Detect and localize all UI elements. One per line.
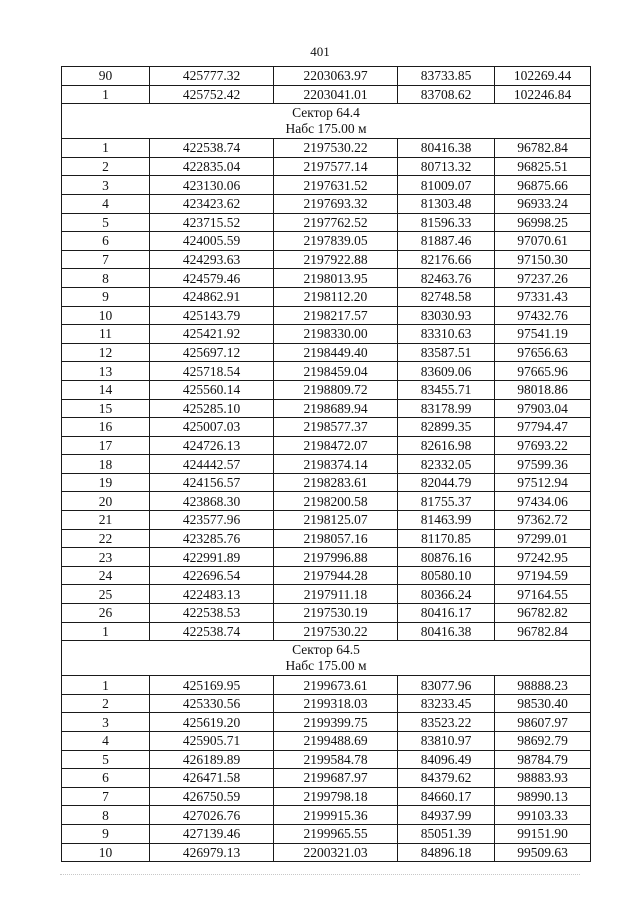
- y-coordinate-cell: 2197530.19: [274, 604, 398, 623]
- local-y-cell: 98883.93: [495, 769, 591, 788]
- x-coordinate-cell: 424293.63: [150, 250, 274, 269]
- table-row: [62, 418, 591, 437]
- table-row: [62, 566, 591, 585]
- local-x-cell: 83587.51: [398, 343, 495, 362]
- sector-title: Сектор 64.5: [292, 642, 360, 658]
- y-coordinate-cell: 2199687.97: [274, 769, 398, 788]
- table-row: [62, 362, 591, 381]
- local-y-cell: 96782.82: [495, 604, 591, 623]
- local-x-cell: 84937.99: [398, 806, 495, 825]
- point-number-cell: 3: [62, 713, 150, 732]
- bottom-rule: [60, 874, 580, 875]
- local-y-cell: 97432.76: [495, 306, 591, 325]
- point-number-cell: 22: [62, 529, 150, 548]
- y-coordinate-cell: 2199488.69: [274, 732, 398, 751]
- y-coordinate-cell: 2197530.22: [274, 622, 398, 641]
- table-row: [62, 343, 591, 362]
- point-number-cell: 3: [62, 176, 150, 195]
- table-row: [62, 492, 591, 511]
- local-x-cell: 83178.99: [398, 399, 495, 418]
- x-coordinate-cell: 424156.57: [150, 473, 274, 492]
- table-row: [62, 713, 591, 732]
- point-number-cell: 12: [62, 343, 150, 362]
- y-coordinate-cell: 2198809.72: [274, 380, 398, 399]
- x-coordinate-cell: 425169.95: [150, 676, 274, 695]
- x-coordinate-cell: 427026.76: [150, 806, 274, 825]
- point-number-cell: 8: [62, 269, 150, 288]
- local-x-cell: 80416.17: [398, 604, 495, 623]
- y-coordinate-cell: 2200321.03: [274, 843, 398, 862]
- x-coordinate-cell: 422538.53: [150, 604, 274, 623]
- table-row: [62, 250, 591, 269]
- x-coordinate-cell: 427139.46: [150, 824, 274, 843]
- point-number-cell: 7: [62, 787, 150, 806]
- local-y-cell: 99509.63: [495, 843, 591, 862]
- x-coordinate-cell: 425619.20: [150, 713, 274, 732]
- table-row: [62, 306, 591, 325]
- x-coordinate-cell: 423423.62: [150, 194, 274, 213]
- local-x-cell: 82463.76: [398, 269, 495, 288]
- y-coordinate-cell: 2197944.28: [274, 566, 398, 585]
- point-number-cell: 16: [62, 418, 150, 437]
- point-number-cell: 4: [62, 194, 150, 213]
- local-y-cell: 97070.61: [495, 232, 591, 251]
- x-coordinate-cell: 422483.13: [150, 585, 274, 604]
- table-row: [62, 213, 591, 232]
- point-number-cell: 6: [62, 232, 150, 251]
- table-row: [62, 436, 591, 455]
- local-x-cell: 81887.46: [398, 232, 495, 251]
- point-number-cell: 5: [62, 213, 150, 232]
- y-coordinate-cell: 2197922.88: [274, 250, 398, 269]
- local-x-cell: 82616.98: [398, 436, 495, 455]
- y-coordinate-cell: 2203063.97: [274, 67, 398, 86]
- y-coordinate-cell: 2199673.61: [274, 676, 398, 695]
- table-row: [62, 585, 591, 604]
- local-x-cell: 83733.85: [398, 67, 495, 86]
- table-row: [62, 824, 591, 843]
- x-coordinate-cell: 426189.89: [150, 750, 274, 769]
- y-coordinate-cell: 2198217.57: [274, 306, 398, 325]
- point-number-cell: 18: [62, 455, 150, 474]
- local-y-cell: 96933.24: [495, 194, 591, 213]
- local-y-cell: 97541.19: [495, 325, 591, 344]
- local-x-cell: 83708.62: [398, 85, 495, 104]
- x-coordinate-cell: 422538.74: [150, 139, 274, 158]
- table-row: [62, 694, 591, 713]
- coordinates-table-body: [62, 67, 591, 862]
- local-y-cell: 98530.40: [495, 694, 591, 713]
- x-coordinate-cell: 423577.96: [150, 511, 274, 530]
- x-coordinate-cell: 423715.52: [150, 213, 274, 232]
- local-x-cell: 81463.99: [398, 511, 495, 530]
- x-coordinate-cell: 425905.71: [150, 732, 274, 751]
- table-row: [62, 455, 591, 474]
- local-x-cell: 83030.93: [398, 306, 495, 325]
- local-y-cell: 96825.51: [495, 157, 591, 176]
- x-coordinate-cell: 425777.32: [150, 67, 274, 86]
- x-coordinate-cell: 424442.57: [150, 455, 274, 474]
- y-coordinate-cell: 2197762.52: [274, 213, 398, 232]
- table-row: [62, 676, 591, 695]
- local-y-cell: 102246.84: [495, 85, 591, 104]
- local-x-cell: 81009.07: [398, 176, 495, 195]
- local-y-cell: 96782.84: [495, 622, 591, 641]
- x-coordinate-cell: 426979.13: [150, 843, 274, 862]
- sector-header: [62, 104, 591, 139]
- y-coordinate-cell: 2198577.37: [274, 418, 398, 437]
- y-coordinate-cell: 2199965.55: [274, 824, 398, 843]
- table-row: [62, 548, 591, 567]
- table-row: [62, 232, 591, 251]
- y-coordinate-cell: 2198200.58: [274, 492, 398, 511]
- point-number-cell: 7: [62, 250, 150, 269]
- point-number-cell: 23: [62, 548, 150, 567]
- y-coordinate-cell: 2198013.95: [274, 269, 398, 288]
- local-y-cell: 97362.72: [495, 511, 591, 530]
- local-x-cell: 82332.05: [398, 455, 495, 474]
- y-coordinate-cell: 2197631.52: [274, 176, 398, 195]
- local-y-cell: 97599.36: [495, 455, 591, 474]
- x-coordinate-cell: 425330.56: [150, 694, 274, 713]
- table-row: [62, 176, 591, 195]
- point-number-cell: 90: [62, 67, 150, 86]
- local-x-cell: 83310.63: [398, 325, 495, 344]
- y-coordinate-cell: 2197996.88: [274, 548, 398, 567]
- table-row: [62, 139, 591, 158]
- local-x-cell: 80876.16: [398, 548, 495, 567]
- local-x-cell: 84096.49: [398, 750, 495, 769]
- table-row: [62, 622, 591, 641]
- x-coordinate-cell: 424005.59: [150, 232, 274, 251]
- point-number-cell: 1: [62, 139, 150, 158]
- local-x-cell: 84379.62: [398, 769, 495, 788]
- local-x-cell: 82748.58: [398, 287, 495, 306]
- local-y-cell: 96782.84: [495, 139, 591, 158]
- y-coordinate-cell: 2198283.61: [274, 473, 398, 492]
- x-coordinate-cell: 426471.58: [150, 769, 274, 788]
- point-number-cell: 13: [62, 362, 150, 381]
- local-y-cell: 99151.90: [495, 824, 591, 843]
- table-row: [62, 194, 591, 213]
- x-coordinate-cell: 424579.46: [150, 269, 274, 288]
- x-coordinate-cell: 422991.89: [150, 548, 274, 567]
- local-y-cell: 97150.30: [495, 250, 591, 269]
- point-number-cell: 6: [62, 769, 150, 788]
- point-number-cell: 15: [62, 399, 150, 418]
- local-y-cell: 97194.59: [495, 566, 591, 585]
- local-x-cell: 81303.48: [398, 194, 495, 213]
- sector-header-row: [62, 641, 591, 676]
- local-y-cell: 96875.66: [495, 176, 591, 195]
- y-coordinate-cell: 2197839.05: [274, 232, 398, 251]
- sector-elevation: Набс 175.00 м: [285, 121, 367, 137]
- sector-title: Сектор 64.4: [292, 105, 360, 121]
- table-row: [62, 380, 591, 399]
- sector-elevation: Набс 175.00 м: [285, 658, 367, 674]
- local-x-cell: 83609.06: [398, 362, 495, 381]
- table-row: [62, 85, 591, 104]
- x-coordinate-cell: 425718.54: [150, 362, 274, 381]
- local-y-cell: 102269.44: [495, 67, 591, 86]
- y-coordinate-cell: 2197530.22: [274, 139, 398, 158]
- x-coordinate-cell: 423868.30: [150, 492, 274, 511]
- point-number-cell: 5: [62, 750, 150, 769]
- point-number-cell: 20: [62, 492, 150, 511]
- table-row: [62, 157, 591, 176]
- y-coordinate-cell: 2199798.18: [274, 787, 398, 806]
- point-number-cell: 2: [62, 694, 150, 713]
- local-y-cell: 98990.13: [495, 787, 591, 806]
- x-coordinate-cell: 425007.03: [150, 418, 274, 437]
- table-row: [62, 843, 591, 862]
- local-x-cell: 84896.18: [398, 843, 495, 862]
- point-number-cell: 21: [62, 511, 150, 530]
- point-number-cell: 1: [62, 622, 150, 641]
- point-number-cell: 4: [62, 732, 150, 751]
- table-row: [62, 750, 591, 769]
- table-row: [62, 473, 591, 492]
- local-x-cell: 80713.32: [398, 157, 495, 176]
- y-coordinate-cell: 2203041.01: [274, 85, 398, 104]
- local-y-cell: 97656.63: [495, 343, 591, 362]
- x-coordinate-cell: 424862.91: [150, 287, 274, 306]
- y-coordinate-cell: 2199584.78: [274, 750, 398, 769]
- local-y-cell: 96998.25: [495, 213, 591, 232]
- x-coordinate-cell: 422696.54: [150, 566, 274, 585]
- point-number-cell: 11: [62, 325, 150, 344]
- y-coordinate-cell: 2198449.40: [274, 343, 398, 362]
- local-y-cell: 97903.04: [495, 399, 591, 418]
- x-coordinate-cell: 425560.14: [150, 380, 274, 399]
- local-x-cell: 80416.38: [398, 622, 495, 641]
- local-y-cell: 97299.01: [495, 529, 591, 548]
- local-y-cell: 99103.33: [495, 806, 591, 825]
- point-number-cell: 25: [62, 585, 150, 604]
- x-coordinate-cell: 425143.79: [150, 306, 274, 325]
- local-y-cell: 98888.23: [495, 676, 591, 695]
- point-number-cell: 9: [62, 287, 150, 306]
- table-row: [62, 287, 591, 306]
- local-y-cell: 97242.95: [495, 548, 591, 567]
- x-coordinate-cell: 425421.92: [150, 325, 274, 344]
- local-y-cell: 97665.96: [495, 362, 591, 381]
- x-coordinate-cell: 423130.06: [150, 176, 274, 195]
- local-y-cell: 97331.43: [495, 287, 591, 306]
- table-row: [62, 67, 591, 86]
- table-row: [62, 732, 591, 751]
- y-coordinate-cell: 2199399.75: [274, 713, 398, 732]
- table-row: [62, 604, 591, 623]
- point-number-cell: 10: [62, 843, 150, 862]
- y-coordinate-cell: 2198689.94: [274, 399, 398, 418]
- local-x-cell: 82899.35: [398, 418, 495, 437]
- y-coordinate-cell: 2198112.20: [274, 287, 398, 306]
- y-coordinate-cell: 2198374.14: [274, 455, 398, 474]
- coordinates-table: [61, 66, 591, 862]
- local-y-cell: 98607.97: [495, 713, 591, 732]
- local-y-cell: 98692.79: [495, 732, 591, 751]
- y-coordinate-cell: 2199915.36: [274, 806, 398, 825]
- y-coordinate-cell: 2198125.07: [274, 511, 398, 530]
- y-coordinate-cell: 2197577.14: [274, 157, 398, 176]
- point-number-cell: 14: [62, 380, 150, 399]
- local-y-cell: 97693.22: [495, 436, 591, 455]
- table-row: [62, 511, 591, 530]
- y-coordinate-cell: 2198057.16: [274, 529, 398, 548]
- local-x-cell: 81170.85: [398, 529, 495, 548]
- local-x-cell: 80580.10: [398, 566, 495, 585]
- y-coordinate-cell: 2197911.18: [274, 585, 398, 604]
- point-number-cell: 1: [62, 676, 150, 695]
- y-coordinate-cell: 2197693.32: [274, 194, 398, 213]
- table-row: [62, 806, 591, 825]
- local-x-cell: 85051.39: [398, 824, 495, 843]
- local-x-cell: 82044.79: [398, 473, 495, 492]
- point-number-cell: 17: [62, 436, 150, 455]
- local-y-cell: 97164.55: [495, 585, 591, 604]
- y-coordinate-cell: 2198459.04: [274, 362, 398, 381]
- local-y-cell: 98018.86: [495, 380, 591, 399]
- local-x-cell: 83523.22: [398, 713, 495, 732]
- point-number-cell: 1: [62, 85, 150, 104]
- local-x-cell: 81596.33: [398, 213, 495, 232]
- y-coordinate-cell: 2199318.03: [274, 694, 398, 713]
- local-y-cell: 97237.26: [495, 269, 591, 288]
- x-coordinate-cell: 422835.04: [150, 157, 274, 176]
- point-number-cell: 2: [62, 157, 150, 176]
- x-coordinate-cell: 424726.13: [150, 436, 274, 455]
- local-y-cell: 98784.79: [495, 750, 591, 769]
- local-x-cell: 83077.96: [398, 676, 495, 695]
- local-x-cell: 80416.38: [398, 139, 495, 158]
- table-row: [62, 787, 591, 806]
- sector-header-row: [62, 104, 591, 139]
- point-number-cell: 26: [62, 604, 150, 623]
- table-row: [62, 399, 591, 418]
- local-x-cell: 83455.71: [398, 380, 495, 399]
- page-number: 401: [310, 44, 330, 59]
- point-number-cell: 8: [62, 806, 150, 825]
- table-row: [62, 529, 591, 548]
- x-coordinate-cell: 426750.59: [150, 787, 274, 806]
- x-coordinate-cell: 425697.12: [150, 343, 274, 362]
- x-coordinate-cell: 425752.42: [150, 85, 274, 104]
- local-x-cell: 80366.24: [398, 585, 495, 604]
- local-x-cell: 81755.37: [398, 492, 495, 511]
- point-number-cell: 24: [62, 566, 150, 585]
- point-number-cell: 19: [62, 473, 150, 492]
- x-coordinate-cell: 423285.76: [150, 529, 274, 548]
- table-row: [62, 769, 591, 788]
- local-y-cell: 97512.94: [495, 473, 591, 492]
- point-number-cell: 9: [62, 824, 150, 843]
- local-x-cell: 84660.17: [398, 787, 495, 806]
- local-y-cell: 97794.47: [495, 418, 591, 437]
- table-row: [62, 269, 591, 288]
- x-coordinate-cell: 422538.74: [150, 622, 274, 641]
- y-coordinate-cell: 2198330.00: [274, 325, 398, 344]
- local-y-cell: 97434.06: [495, 492, 591, 511]
- y-coordinate-cell: 2198472.07: [274, 436, 398, 455]
- sector-header: [62, 641, 591, 676]
- x-coordinate-cell: 425285.10: [150, 399, 274, 418]
- local-x-cell: 83810.97: [398, 732, 495, 751]
- table-row: [62, 325, 591, 344]
- local-x-cell: 82176.66: [398, 250, 495, 269]
- local-x-cell: 83233.45: [398, 694, 495, 713]
- point-number-cell: 10: [62, 306, 150, 325]
